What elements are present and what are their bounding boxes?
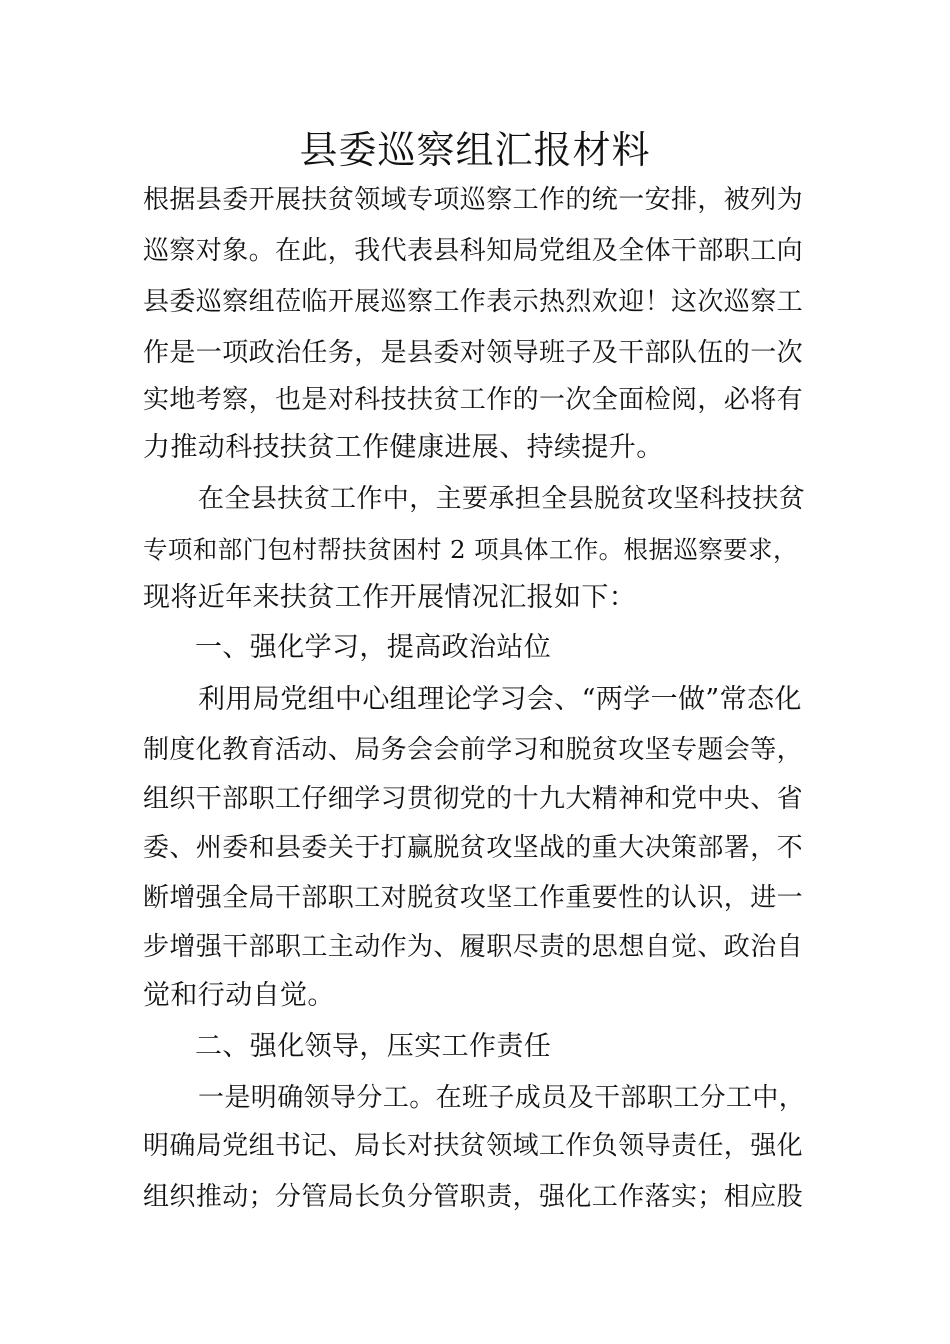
text-line-16: 步增强干部职工主动作为、履职尽责的思想自觉、政治自 — [143, 932, 804, 962]
section-heading-2: 二、强化领导，压实工作责任 — [195, 1031, 552, 1062]
text-line-12: 制度化教育活动、局务会会前学习和脱贫攻坚专题会等， — [143, 735, 804, 765]
text-line-11: 利用局党组中心组理论学习会、“两学一做”常态化 — [198, 684, 802, 715]
text-line-3: 县委巡察组莅临开展巡察工作表示热烈欢迎！这次巡察工 — [143, 287, 804, 317]
text-line-19: 一是明确领导分工。在班子成员及干部职工分工中， — [198, 1083, 806, 1113]
document-title: 县委巡察组汇报材料 — [299, 128, 651, 172]
text-line-4: 作是一项政治任务，是县委对领导班子及干部队伍的一次 — [143, 338, 804, 368]
text-line-20: 明确局党组书记、局长对扶贫领域工作负领导责任，强化 — [143, 1131, 804, 1161]
text-line-8: 专项和部门包村帮扶贫困村 2 项具体工作。根据巡察要求， — [143, 535, 798, 564]
text-line-1: 根据县委开展扶贫领域专项巡察工作的统一安排，被列为 — [143, 185, 804, 215]
text-line-15: 断增强全局干部职工对脱贫攻坚工作重要性的认识，进一 — [143, 883, 804, 913]
text-line-5: 实地考察，也是对科技扶贫工作的一次全面检阅，必将有 — [143, 385, 804, 415]
section-heading-1: 一、强化学习，提高政治站位 — [195, 632, 552, 663]
text-line-21: 组织推动；分管局长负分管职责，强化工作落实；相应股 — [143, 1182, 804, 1212]
text-line-17: 觉和行动自觉。 — [143, 980, 335, 1011]
text-line-6: 力推动科技扶贫工作健康进展、持续提升。 — [143, 432, 664, 463]
text-line-14: 委、州委和县委关于打赢脱贫攻坚战的重大决策部署，不 — [143, 833, 804, 863]
text-line-13: 组织干部职工仔细学习贯彻党的十九大精神和党中央、省 — [143, 784, 804, 814]
text-line-7: 在全县扶贫工作中，主要承担全县脱贫攻坚科技扶贫 — [198, 484, 806, 514]
text-line-9: 现将近年来扶贫工作开展情况汇报如下： — [143, 582, 637, 613]
text-line-2: 巡察对象。在此，我代表县科知局党组及全体干部职工向 — [143, 236, 804, 266]
